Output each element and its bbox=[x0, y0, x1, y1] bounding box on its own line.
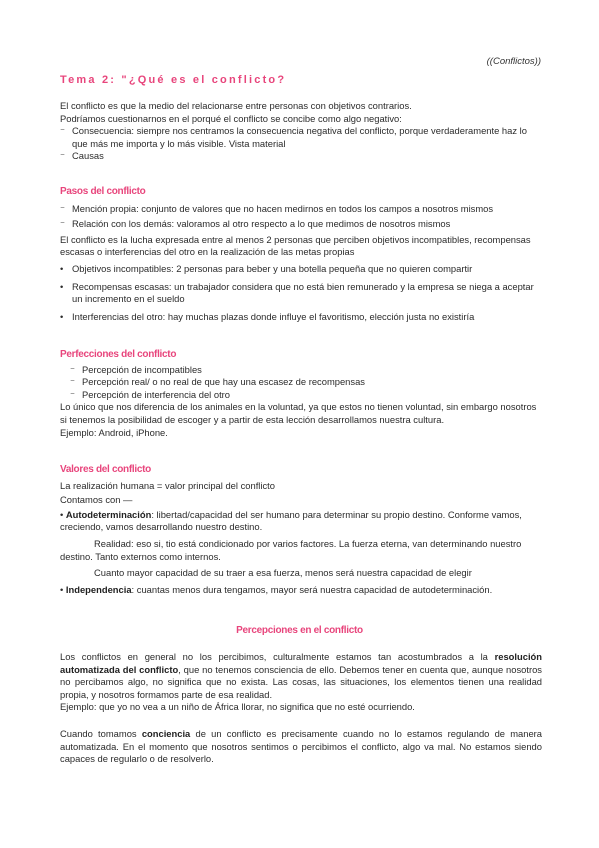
list-item: • Objetivos incompatibles: 2 personas para beber y una botella pequeña que no quieren compartir bbox=[60, 262, 473, 274]
percepciones-paragraph-1: Los conflictos en general no los percibimos, culturalmente estamos tan acostumbrados a la resolución automatizada del conflicto, que no tenemos consciencia de ello. Debemos tener en cuenta que, aunque nosotros no percibamos algo, no significa que no exista. Las cosas, las situaciones, los elementos tienen una realidad propia, y nosotros formamos parte de esa realidad. bbox=[60, 651, 542, 700]
pasos-section bbox=[60, 186, 542, 323]
realidad-paragraph: Realidad: eso si, tio está condicionado por varios factores. La fuerza eterna, van determinando nuestro destino. Tanto externos como internos. bbox=[60, 537, 522, 562]
list-item: ⁻ Percepción de incompatibles bbox=[70, 363, 202, 375]
dash-marker: ⁻ bbox=[60, 125, 65, 137]
perfecciones-example: Ejemplo: Android, iPhone. bbox=[60, 426, 168, 438]
bullet-marker: • bbox=[60, 310, 64, 322]
header-note: ((Conflictos)) bbox=[486, 56, 541, 67]
percepciones-paragraph-3: Cuando tomamos conciencia de un conflicto es precisamente cuando no lo estamos regulando de manera automatizada. En el momento que nosotros sentimos o percibimos el conflicto, algo va mal. No estamos siendo capaces de regularlo o de resolverlo. bbox=[60, 727, 542, 765]
cuanto-paragraph: Cuanto mayor capacidad de su traer a esa fuerza, menos será nuestra capacidad de elegir bbox=[94, 567, 472, 579]
intro-section bbox=[60, 100, 542, 163]
section-heading: Valores del conflicto bbox=[60, 464, 151, 475]
bullet-marker: • bbox=[60, 280, 64, 292]
list-item: ⁻ Percepción real/ o no real de que hay una escasez de recompensas bbox=[70, 376, 365, 388]
list-item: • Interferencias del otro: hay muchas plazas donde influye el favoritismo, elección justa no existiría bbox=[60, 310, 475, 322]
section-heading: Perfecciones del conflicto bbox=[60, 349, 177, 360]
dash-marker: ⁻ bbox=[70, 376, 75, 388]
dash-marker: ⁻ bbox=[70, 363, 75, 375]
term-autodeterminacion: Autodeterminación bbox=[65, 508, 152, 520]
perfecciones-section bbox=[60, 349, 542, 439]
list-item: • Autodeterminación: libertad/capacidad del ser humano para determinar su propio destino. Conforme vamos, creciendo, vamos desarrollando nuestro destino. bbox=[60, 508, 522, 533]
list-item: ⁻ Relación con los demás: valoramos al otro respecto a lo que medimos de nosotros mismos bbox=[60, 218, 451, 230]
valores-line-1: La realización humana = valor principal del conflicto bbox=[60, 479, 275, 491]
list-item: • Independencia: cuantas menos dura tengamos, mayor será nuestra capacidad de autodeterminación. bbox=[60, 583, 493, 595]
section-heading: Pasos del conflicto bbox=[60, 186, 146, 197]
term-independencia: Independencia bbox=[65, 583, 132, 595]
term-conciencia: conciencia bbox=[141, 727, 191, 739]
valores-section bbox=[60, 464, 542, 596]
pasos-paragraph: El conflicto es la lucha expresada entre al menos 2 personas que perciben objetivos incompatibles, recompensas escasas o interferencias del otro en la realización de las metas propias bbox=[60, 233, 531, 258]
page-title: Tema 2: "¿Qué es el conflicto? bbox=[60, 74, 287, 86]
dash-marker: ⁻ bbox=[60, 202, 65, 214]
bullet-marker: • bbox=[60, 508, 64, 520]
intro-paragraph-1: El conflicto es que la medio del relacionarse entre personas con objetivos contrarios. bbox=[60, 100, 412, 111]
dash-marker: ⁻ bbox=[70, 388, 75, 400]
perfecciones-paragraph: Lo único que nos diferencia de los animales en la voluntad, ya que estos no tienen voluntad, sin embargo nosotros si tenemos la posibilidad de escoger y a partir de esta lección desarrollamos nuestra cultura. bbox=[60, 401, 537, 425]
list-item: ⁻ Causas bbox=[60, 150, 104, 162]
percepciones-example: Ejemplo: que yo no vea a un niño de África llorar, no significa que no esté ocurriendo. bbox=[60, 701, 415, 713]
list-item: ⁻ Percepción de interferencia del otro bbox=[70, 388, 231, 400]
section-heading-centered: Percepciones en el conflicto bbox=[236, 625, 363, 636]
list-item: • Recompensas escasas: un trabajador considera que no está bien remunerado y la empresa se niega a aceptar un incremento en el sueldo bbox=[60, 280, 534, 305]
term-resolucion: resolución automatizada del conflicto bbox=[60, 651, 542, 675]
dash-marker: ⁻ bbox=[60, 218, 65, 230]
valores-line-2: Contamos con — bbox=[60, 494, 133, 506]
bullet-marker: • bbox=[60, 262, 64, 274]
list-item: ⁻ Mención propia: conjunto de valores que no hacen medirnos en todos los campos a nosotros mismos bbox=[60, 202, 494, 214]
percepciones-section bbox=[60, 651, 542, 766]
intro-paragraph-2: Podríamos cuestionarnos en el porqué el conflicto se concibe como algo negativo: bbox=[60, 112, 402, 124]
bullet-marker: • bbox=[60, 583, 64, 595]
list-item: ⁻ Consecuencia: siempre nos centramos la consecuencia negativa del conflicto, porque verdaderamente haz lo que más me importa y lo más visible. Vista material bbox=[60, 125, 527, 149]
dash-marker: ⁻ bbox=[60, 150, 65, 162]
